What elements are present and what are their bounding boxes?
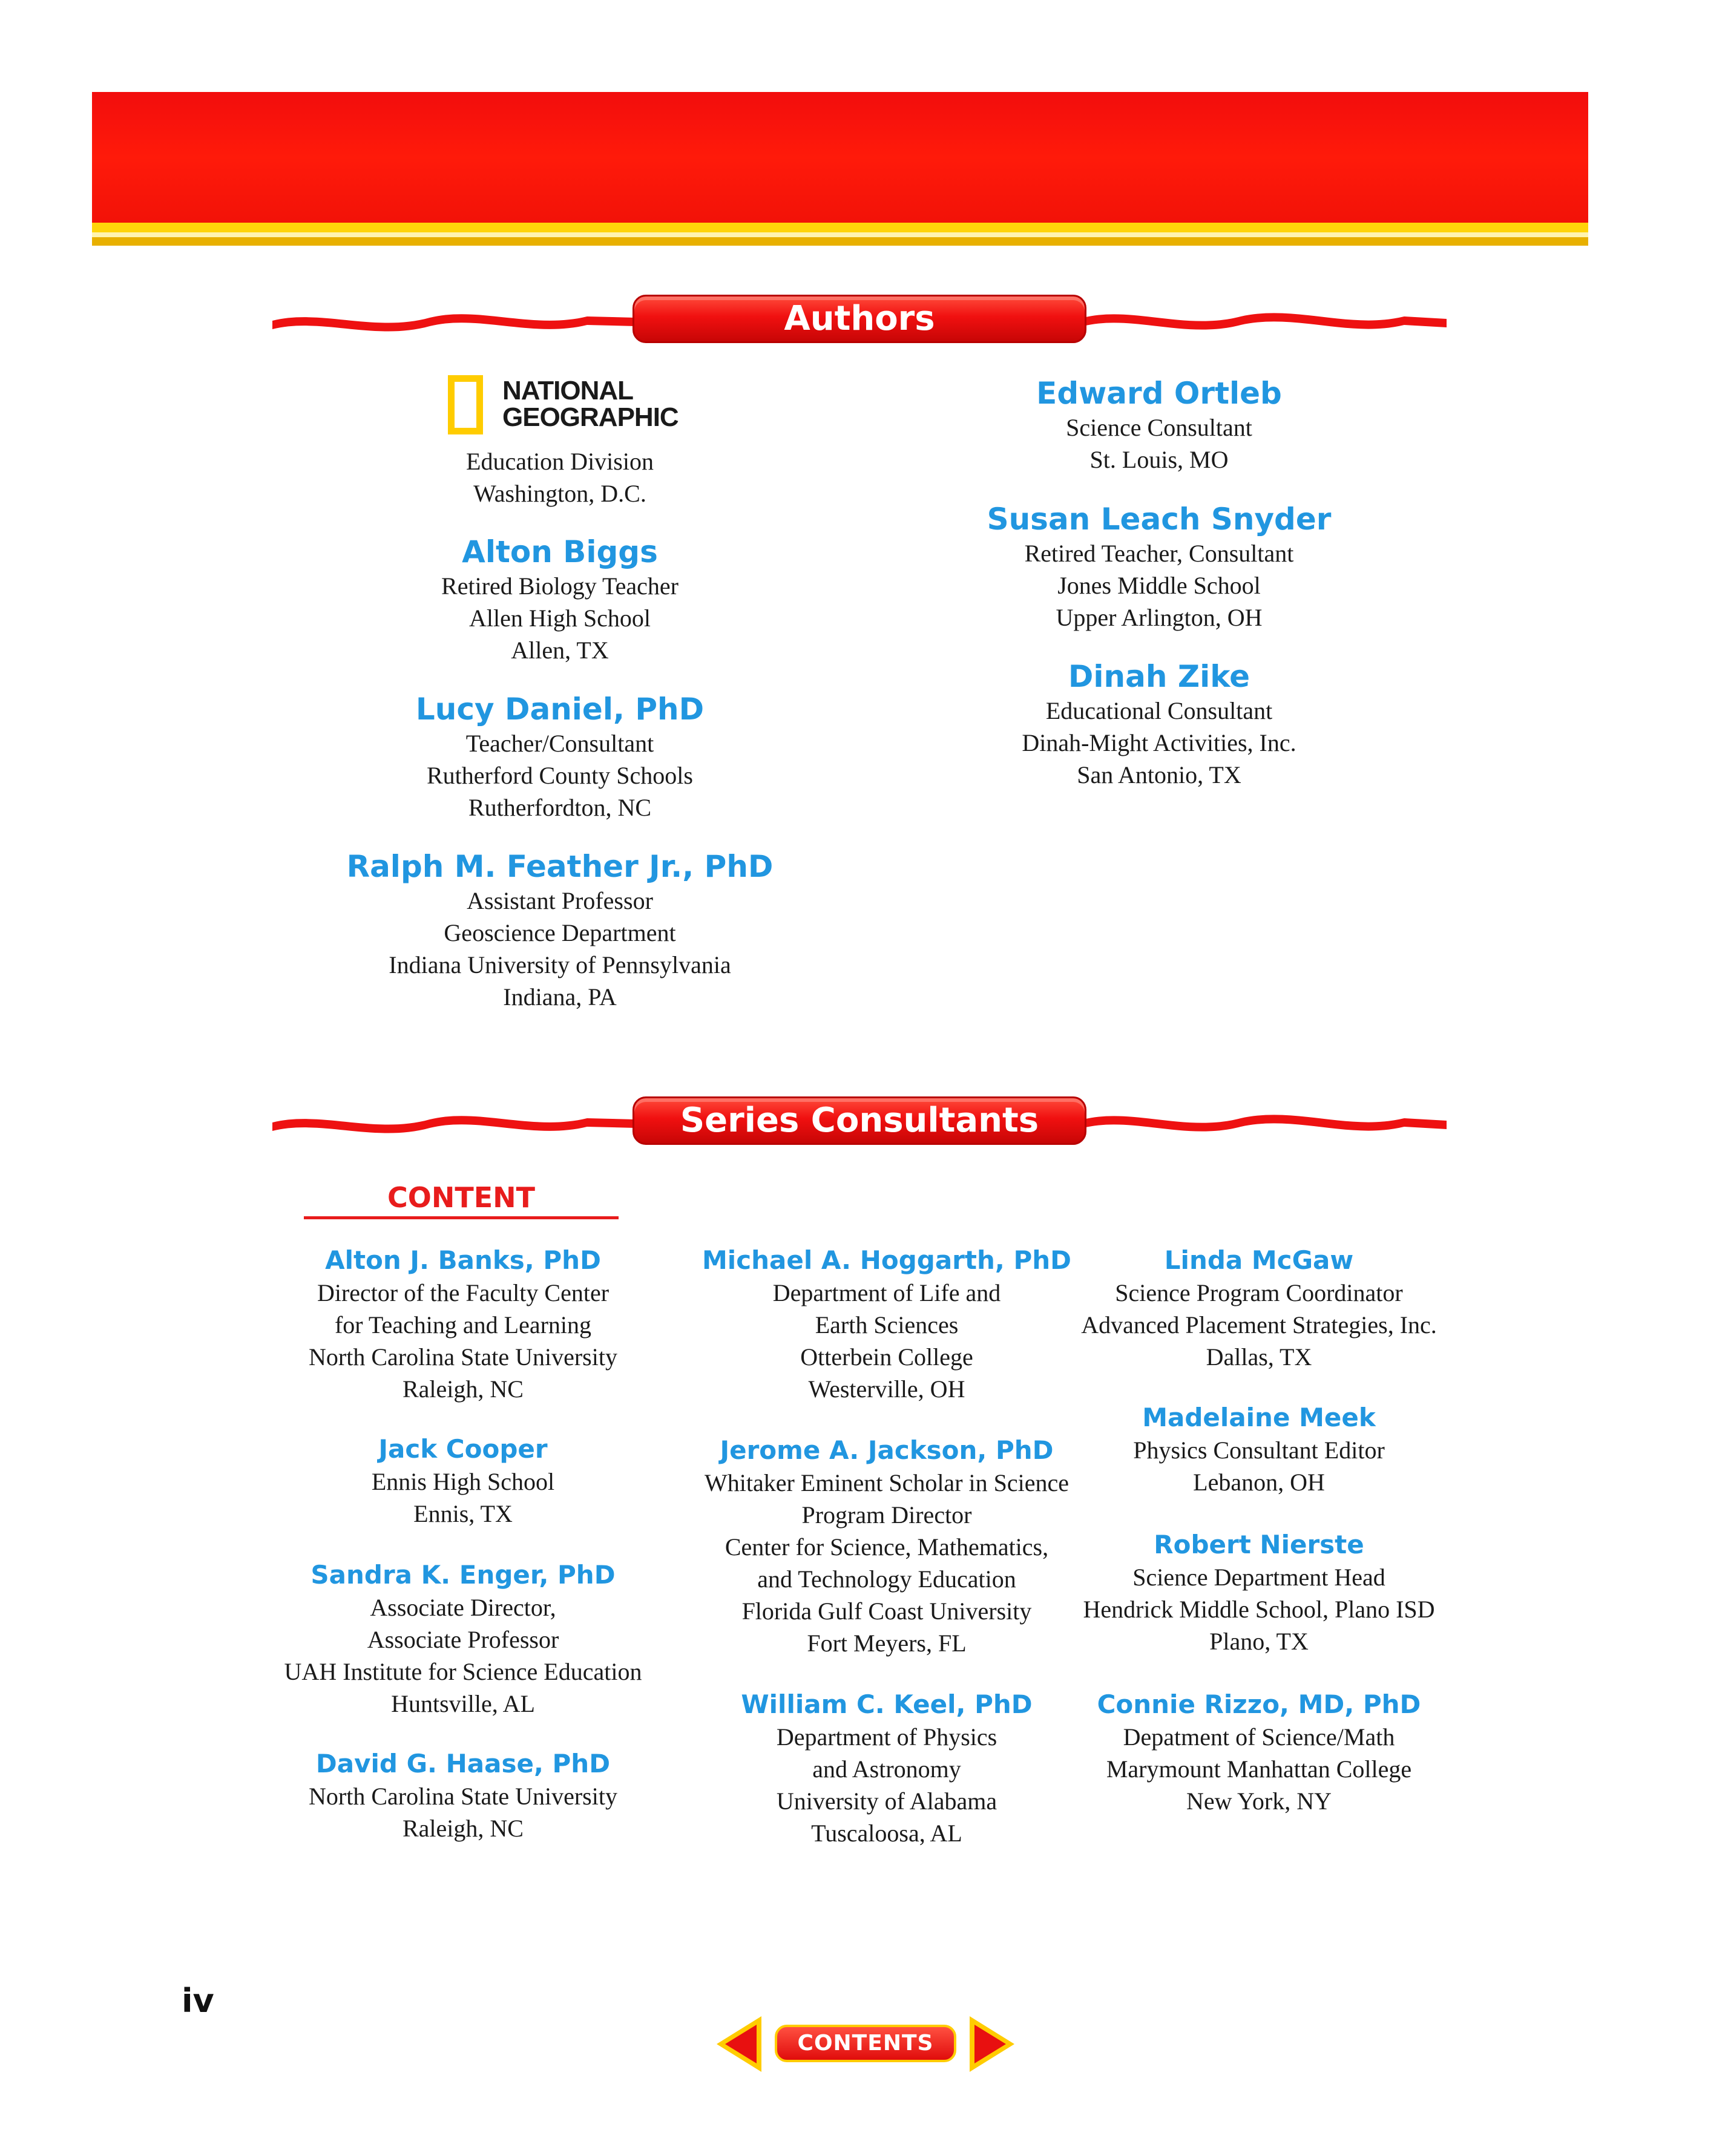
contents-button[interactable]: CONTENTS <box>775 2025 956 2062</box>
author-entry: Lucy Daniel, PhD Teacher/Consultant Rutherford County Schools Rutherfordton, NC <box>415 692 705 821</box>
consultant-entry: Madelaine Meek Physics Consultant Editor Lebanon, OH <box>1133 1403 1385 1496</box>
page-number: iv <box>182 1982 214 2020</box>
content-subheading: CONTENT <box>387 1181 536 1214</box>
header-stripe-shadow <box>92 237 1588 246</box>
left-arrow-icon[interactable] <box>714 2014 763 2074</box>
author-entry: Ralph M. Feather Jr., PhD Assistant Professor Geoscience Department Indiana University of Pennsylvania Indiana, PA <box>346 849 774 1011</box>
consultant-entry: Alton J. Banks, PhD Director of the Faculty Center for Teaching and Learning North Carolina State University Raleigh, NC <box>309 1245 617 1403</box>
contents-navigation <box>714 2014 1017 2074</box>
header-banner <box>92 92 1588 223</box>
consultant-entry: Sandra K. Enger, PhD Associate Director, Associate Professor UAH Institute for Science Education Huntsville, AL <box>284 1560 642 1717</box>
ng-affiliation: Education Division Washington, D.C. <box>466 448 654 507</box>
author-entry: Alton Biggs Retired Biology Teacher Allen High School Allen, TX <box>441 534 678 664</box>
consultants-section-bar <box>272 1089 1447 1156</box>
header-stripe <box>92 223 1588 232</box>
consultants-heading: Series Consultants <box>632 1096 1086 1145</box>
consultant-entry: Jerome A. Jackson, PhD Whitaker Eminent Scholar in Science Program Director Center for Science, Mathematics, and Technology Education Florida Gulf Coast University Fort Meyers, FL <box>704 1435 1069 1657</box>
right-arrow-icon[interactable] <box>968 2014 1017 2074</box>
authors-section-bar <box>272 287 1447 354</box>
consultant-entry: Connie Rizzo, MD, PhD Depatment of Science/Math Marymount Manhattan College New York, NY <box>1097 1689 1421 1815</box>
consultant-entry: William C. Keel, PhD Department of Physics and Astronomy University of Alabama Tuscaloosa, AL <box>741 1689 1033 1847</box>
author-entry: Susan Leach Snyder Retired Teacher, Consultant Jones Middle School Upper Arlington, OH <box>987 502 1332 631</box>
consultant-entry: Linda McGaw Science Program Coordinator Advanced Placement Strategies, Inc. Dallas, TX <box>1081 1245 1437 1371</box>
yellow-border-icon <box>448 375 483 434</box>
author-entry: Edward Ortleb Science Consultant St. Louis, MO <box>1036 376 1282 473</box>
author-entry: Dinah Zike Educational Consultant Dinah-Might Activities, Inc. San Antonio, TX <box>1022 659 1296 788</box>
authors-heading: Authors <box>632 295 1086 343</box>
consultant-entry: Jack Cooper Ennis High School Ennis, TX <box>371 1434 555 1527</box>
consultant-entry: Robert Nierste Science Department Head Hendrick Middle School, Plano ISD Plano, TX <box>1083 1530 1435 1655</box>
consultant-entry: Michael A. Hoggarth, PhD Department of Life and Earth Sciences Otterbein College Westerville, OH <box>702 1245 1071 1403</box>
header-stripe-highlight <box>92 232 1588 237</box>
consultant-entry: David G. Haase, PhD North Carolina State University Raleigh, NC <box>309 1749 617 1842</box>
logo-text: NATIONAL GEOGRAPHIC <box>502 376 678 432</box>
content-underline <box>304 1216 619 1219</box>
national-geographic-logo <box>448 375 678 442</box>
